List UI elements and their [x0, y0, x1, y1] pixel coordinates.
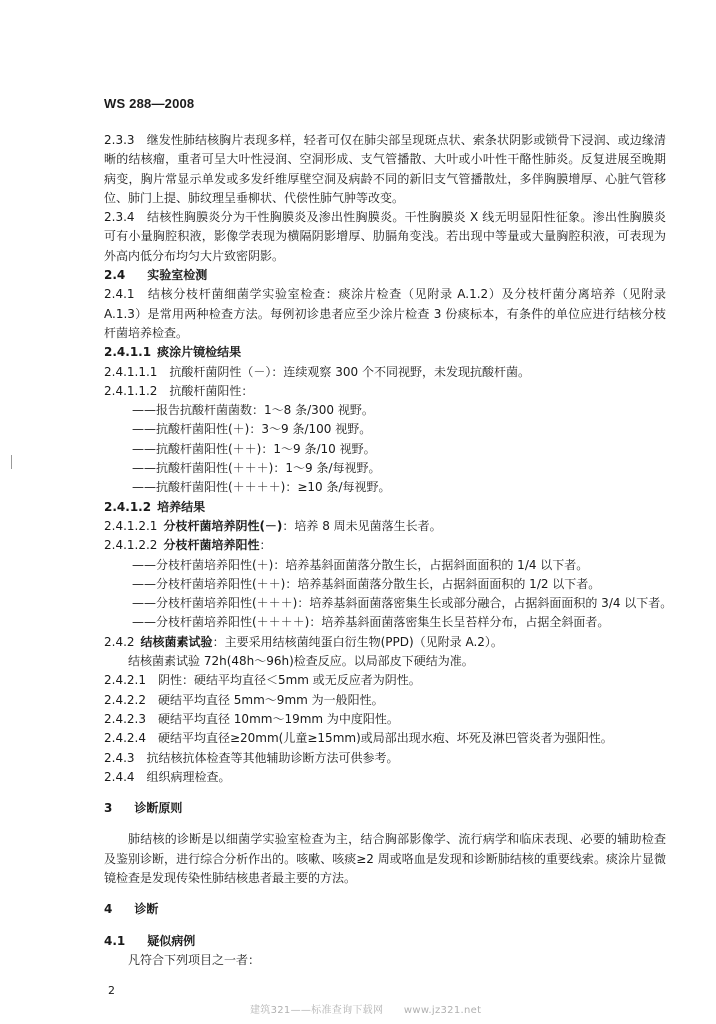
list-item: ——抗酸杆菌阳性(＋＋)：1～9 条/10 视野。 — [132, 441, 376, 456]
standard-code: WS 288—2008 — [104, 96, 195, 111]
list-item: ——分枝杆菌培养阳性(＋＋)：培养基斜面菌落分散生长，占据斜面面积的 1/2 以下者。 — [132, 576, 601, 591]
list-item: ——报告抗酸杆菌菌数：1～8 条/300 视野。 — [132, 403, 374, 418]
clause-number: 2.4.1.2.1 — [104, 518, 158, 533]
line-2-4-1-2-2 — [104, 536, 666, 555]
section-4-title — [104, 900, 666, 919]
line-2-4-2 — [104, 633, 666, 652]
scan-artifact — [11, 455, 12, 469]
section-3-title — [104, 799, 666, 818]
section-text: 诊断原则 — [134, 801, 183, 816]
line-2-4-2-4: 2.4.2.4 硬结平均直径≥20mm(儿童≥15mm)或局部出现水疱、坏死及淋巴管炎者为强阳性。 — [104, 731, 613, 746]
line-2-4-2-3: 2.4.2.3 硬结平均直径 10mm～19mm 为中度阳性。 — [104, 711, 399, 726]
line-2-4-1-2-1 — [104, 517, 666, 536]
line-2-4-4: 2.4.4 组织病理检查。 — [104, 769, 231, 784]
clause-term: 分枝杆菌培养阳性 — [163, 538, 260, 553]
spacer — [104, 787, 666, 799]
section-number: 3 — [104, 801, 113, 816]
line-2-4-1-1-2: 2.4.1.1.2 抗酸杆菌阳性： — [104, 383, 254, 398]
list-item: ——抗酸杆菌阳性(＋＋＋＋)：≥10 条/每视野。 — [132, 480, 391, 495]
line-2-4-3: 2.4.3 抗结核抗体检查等其他辅助诊断方法可供参考。 — [104, 750, 399, 765]
spacer — [104, 920, 666, 932]
clause-text: ：主要采用结核菌纯蛋白衍生物(PPD)（见附录 A.2）。 — [212, 634, 503, 649]
list-item: ——抗酸杆菌阳性(＋＋＋)：1～9 条/每视野。 — [132, 461, 381, 476]
heading-number: 2.4 — [104, 268, 126, 283]
heading-2-4-1-2 — [104, 498, 666, 517]
heading-2-4 — [104, 266, 666, 285]
heading-text: 疑似病例 — [147, 933, 196, 948]
page-number: 2 — [108, 984, 115, 997]
heading-number: 2.4.1.2 — [104, 499, 152, 514]
heading-text: 痰涂片镜检结果 — [157, 345, 242, 360]
spacer — [104, 818, 666, 830]
line-2-4-2-1: 2.4.2.1 阴性：硬结平均直径＜5mm 或无反应者为阴性。 — [104, 673, 421, 688]
page-body — [104, 131, 673, 970]
clause-text: ：培养 8 周未见菌落生长者。 — [282, 518, 442, 533]
section-number: 4 — [104, 902, 113, 917]
heading-number: 4.1 — [104, 933, 126, 948]
section-text: 诊断 — [134, 902, 159, 917]
list-item: ——分枝杆菌培养阳性(＋＋＋＋)：培养基斜面菌落密集生长呈苔样分布，占据全斜面者。 — [132, 615, 610, 630]
line-2-4-2-2: 2.4.2.2 硬结平均直径 5mm～9mm 为一般阳性。 — [104, 692, 384, 707]
paragraph-3: 肺结核的诊断是以细菌学实验室检查为主，结合胸部影像学、流行病学和临床表现、必要的辅助检查及鉴别诊断，进行综合分析作出的。咳嗽、咳痰≥2 周或咯血是发现和诊断肺结核的重要线索。痰涂片显微镜检查是发现传染性肺结核患者最主要的方法。 — [104, 832, 666, 885]
line-2-4-1-1-1: 2.4.1.1.1 抗酸杆菌阴性（－）：连续观察 300 个不同视野，未发现抗酸杆菌。 — [104, 364, 530, 379]
paragraph-2-4-1: 2.4.1 结核分枝杆菌细菌学实验室检查：痰涂片检查（见附录 A.1.2）及分枝杆菌分离培养（见附录 A.1.3）是常用两种检查方法。每例初诊患者应至少涂片检查 3 份痰标本，有条件的单位应进行结核分枝杆菌培养检查。 — [104, 287, 666, 340]
heading-4-1 — [104, 932, 666, 951]
paragraph-2-3-3: 2.3.3 继发性肺结核胸片表现多样，轻者可仅在肺尖部呈现斑点状、索条状阴影或锁骨下浸润、或边缘清晰的结核瘤，重者可呈大叶性浸润、空洞形成、支气管播散、大叶或小叶性干酪性肺炎。反复进展至晚期病变，胸片常显示单发或多发纤维厚壁空洞及病龄不同的新旧支气管播散灶，多伴胸膜增厚、心脏气管移位、肺门上提、肺纹理呈垂柳状、代偿性肺气肿等改变。 — [104, 133, 666, 205]
list-item: ——分枝杆菌培养阳性(＋)：培养基斜面菌落分散生长，占据斜面面积的 1/4 以下者。 — [132, 557, 589, 572]
clause-term: 分枝杆菌培养阴性(－) — [163, 518, 283, 533]
heading-text: 实验室检测 — [147, 268, 208, 283]
line-2-4-2-body: 结核菌素试验 72h(48h～96h)检查反应。以局部皮下硬结为准。 — [128, 654, 474, 669]
clause-text: ： — [259, 538, 272, 553]
heading-text: 培养结果 — [157, 499, 206, 514]
heading-number: 2.4.1.1 — [104, 345, 152, 360]
spacer — [104, 888, 666, 900]
line-4-1-body: 凡符合下列项目之一者： — [128, 952, 261, 967]
list-item: ——抗酸杆菌阳性(＋)：3～9 条/100 视野。 — [132, 422, 372, 437]
clause-number: 2.4.1.2.2 — [104, 538, 158, 553]
clause-number: 2.4.2 — [104, 634, 135, 649]
footer-watermark: 建筑321——标准查询下载网 www.jz321.net — [250, 1005, 482, 1016]
heading-2-4-1-1 — [104, 343, 666, 362]
list-item: ——分枝杆菌培养阳性(＋＋＋)：培养基斜面菌落密集生长或部分融合，占据斜面面积的 3/4 以下者。 — [132, 596, 673, 611]
paragraph-2-3-4: 2.3.4 结核性胸膜炎分为干性胸膜炎及渗出性胸膜炎。干性胸膜炎 X 线无明显阳性征象。渗出性胸膜炎可有小量胸腔积液，影像学表现为横隔阴影增厚、肋膈角变浅。若出现中等量或大量胸腔积液，可表现为外高内低分布均匀大片致密阴影。 — [104, 210, 666, 263]
clause-term: 结核菌素试验 — [140, 634, 213, 649]
